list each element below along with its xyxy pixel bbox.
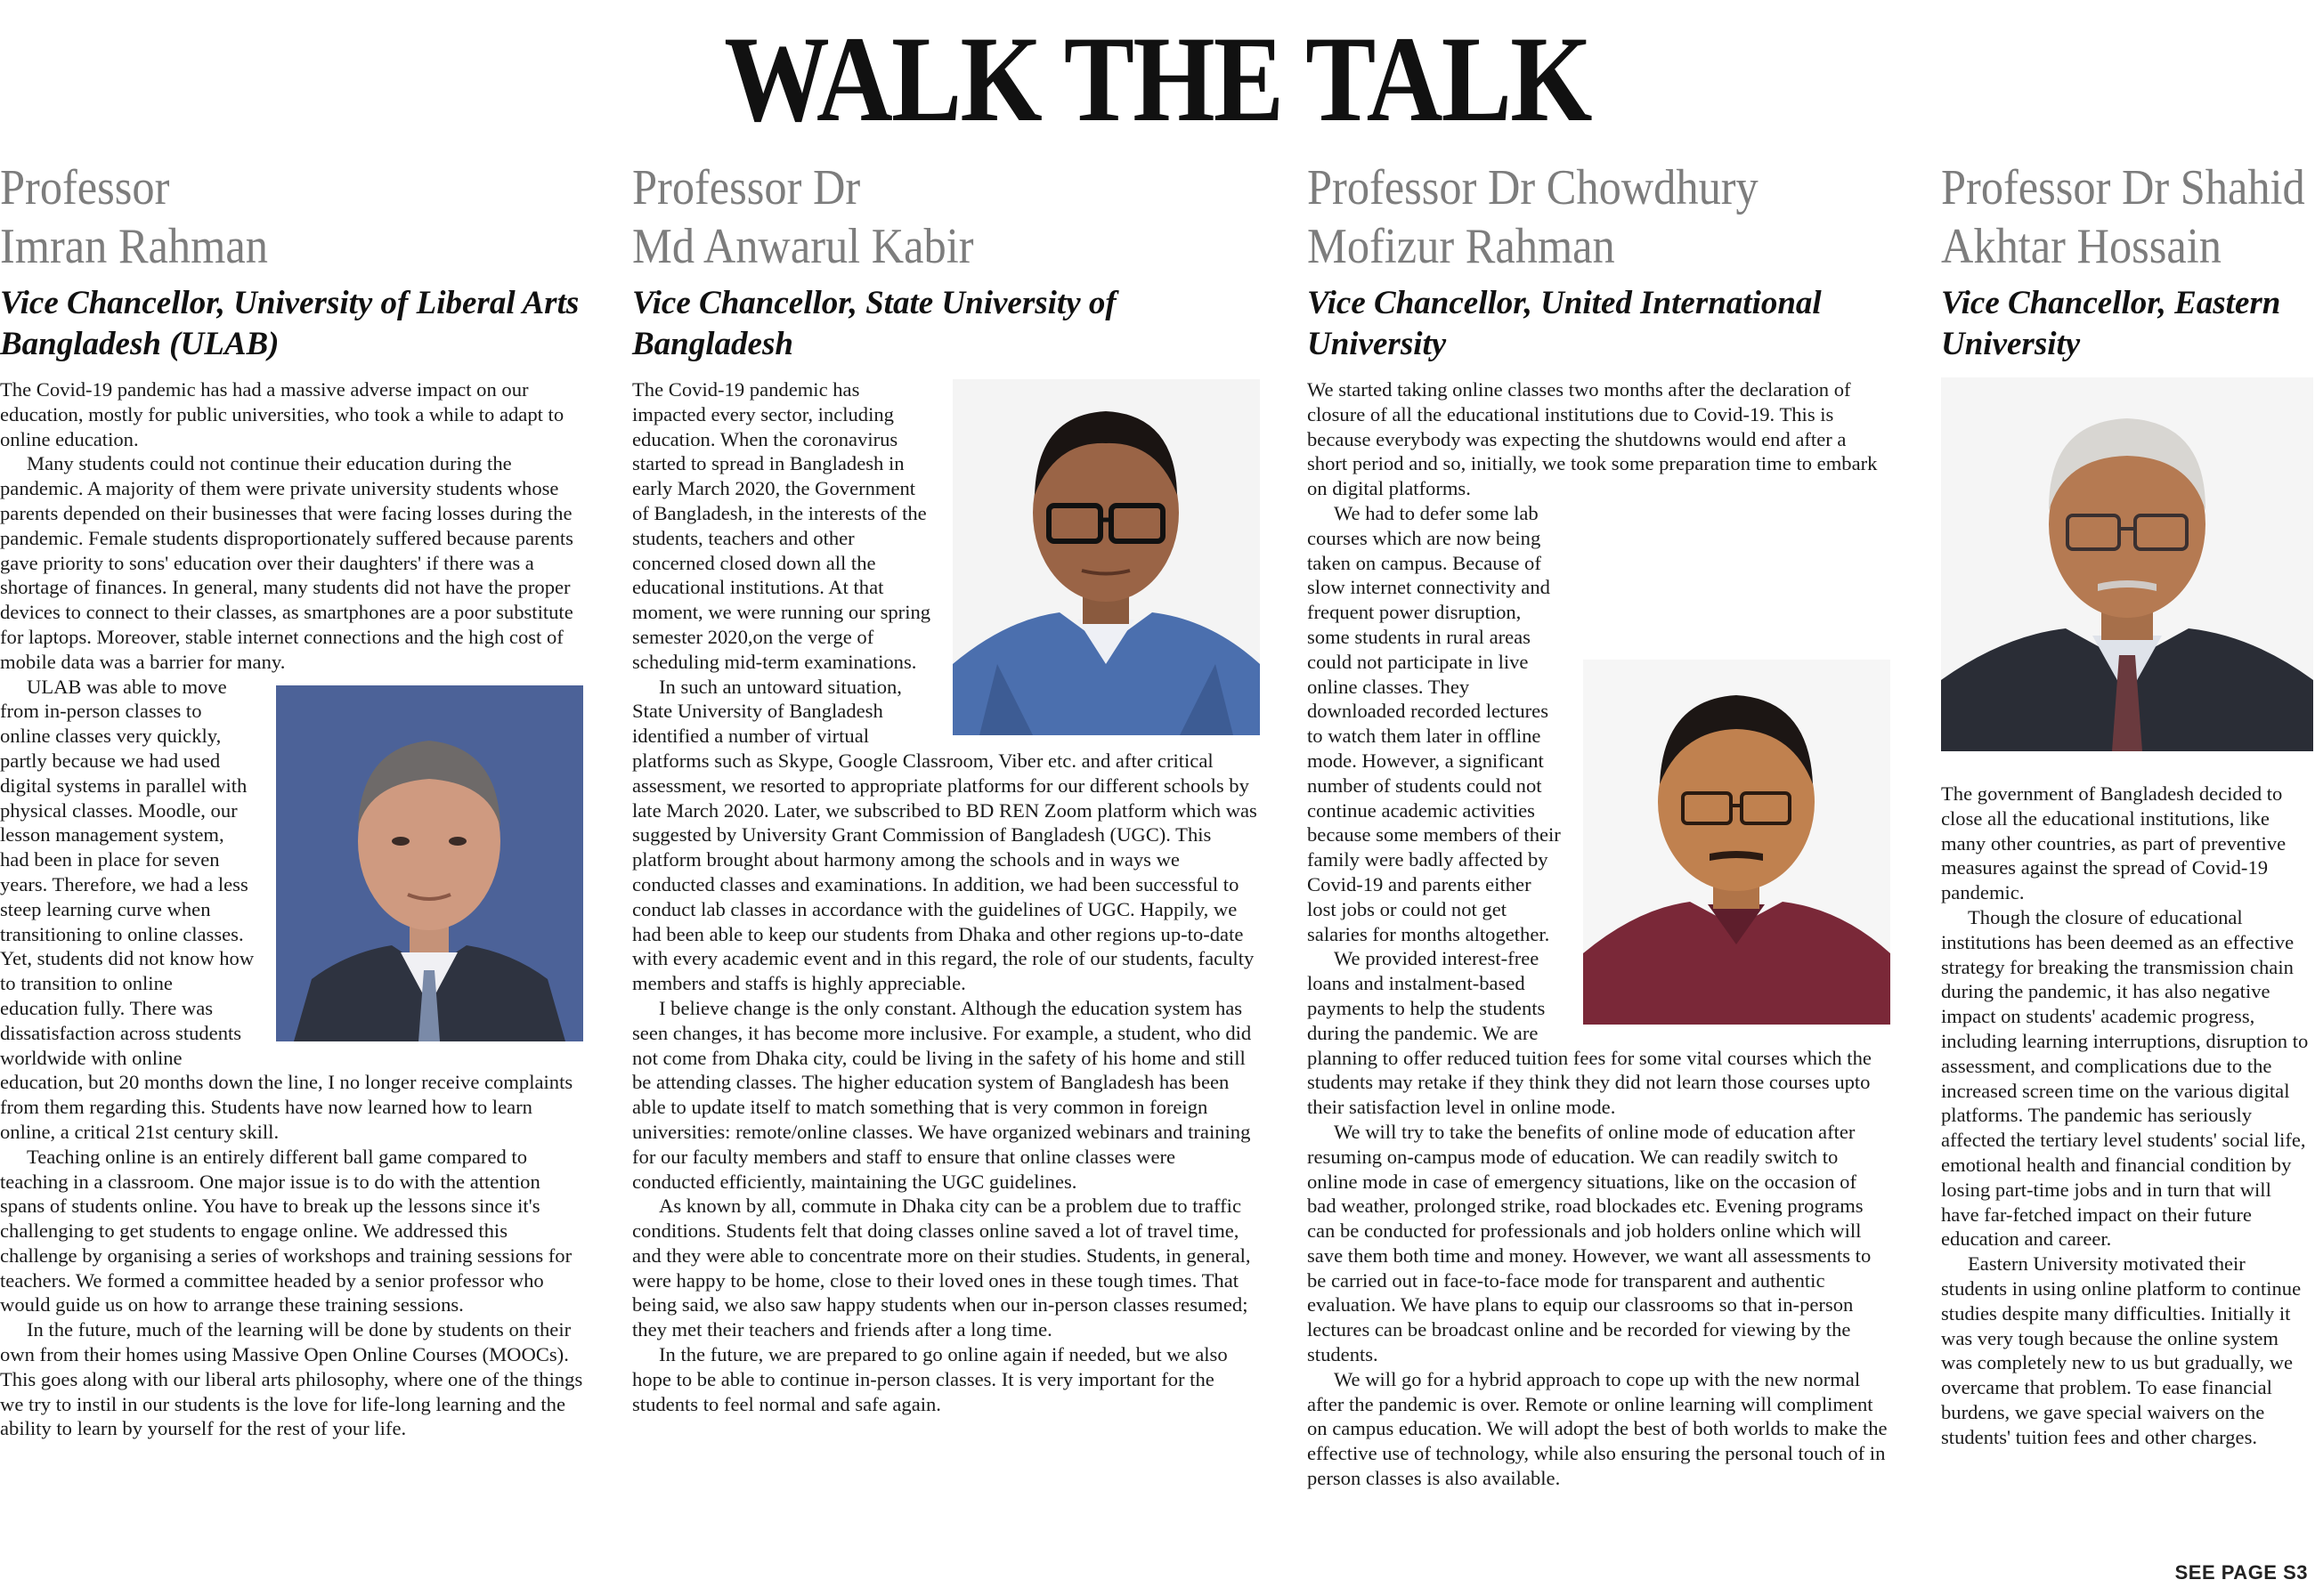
paragraph: In the future, much of the learning will be done by students on their own from their homes using Massive Open Online Courses (MOOCs). This goes along with our liberal arts philosophy, where one of the things we try to instil in our students is the love for life-long learning and the ability to learn by yourself for the rest of your life. bbox=[0, 1318, 583, 1440]
paragraph: We provided interest-free loans and instalment-based payments to help the students during the pandemic. We are planning to offer reduced tuition fees for some vital courses which the students may retake if they think they did not learn those courses upto their satisfaction level in online mode. bbox=[1307, 947, 1872, 1119]
profile-role: Vice Chancellor, United International University bbox=[1307, 285, 1822, 362]
profile-md-anwarul-kabir bbox=[632, 158, 1260, 1416]
profile-imran-rahman bbox=[0, 158, 583, 1441]
portrait-photo bbox=[1583, 660, 1890, 1025]
paragraph: In the future, we are prepared to go online again if needed, but we also hope to be able to continue in-person classes. It is very important for the students to feel normal and safe again. bbox=[632, 1343, 1228, 1415]
portrait-photo bbox=[276, 685, 583, 1041]
name-line-1: Professor Dr Shahid bbox=[1941, 160, 2305, 215]
profile-chowdhury-mofizur-rahman bbox=[1307, 158, 1890, 1491]
profile-name bbox=[632, 158, 1198, 276]
profile-role: Vice Chancellor, Eastern University bbox=[1941, 285, 2281, 362]
paragraph: Though the closure of educational institutions has been deemed as an effective strategy for breaking the transmission chain during the pandemic, it has also negative impact on students' academic progress, including learning interruptions, disruption to assessment, and complications due to the increased screen time on the various digital platforms. The pandemic has seriously affected the tertiary level students' social life, emotional health and financial condition by losing part-time jobs and in turn that will have far-fetched impact on their future education and career. bbox=[1941, 905, 2309, 1251]
paragraph: Eastern University motivated their students in using online platform to continue studies despite many difficulties. Initially it was very tough because the online system was completely new to us but gradually, we overcame that problem. To ease financial burdens, we gave special waivers on the students' tuition fees and other charges. bbox=[1941, 1252, 2302, 1448]
paragraph: Many students could not continue their education during the pandemic. A majority of them were private university students whose parents depended on their businesses that were facing losses during the pandemic. Female students disproportionately suffered because parents gave priority to sons' education over their daughters' if there was a shortage of finances. In general, many students did not have the proper devices to connect to their classes, as smartphones are a poor substitute for laptops. Moreover, stable internet connections and the high cost of mobile data was a barrier for many. bbox=[0, 452, 573, 673]
article-body bbox=[1307, 377, 1890, 1491]
name-line-1: Professor Dr bbox=[632, 160, 861, 215]
name-line-1: Professor bbox=[0, 160, 170, 215]
profile-name bbox=[1941, 158, 2305, 276]
article-body bbox=[0, 377, 583, 1441]
paragraph: As known by all, commute in Dhaka city can be a problem due to traffic conditions. Students felt that doing classes online saved a lot of travel time, and they were able to concentrate more on their studies. Students, in general, were happy to be home, close to their loved ones in these tough times. That being said, we also saw happy students when our in-person classes resumed; they met their teachers and friends after a long time. bbox=[632, 1195, 1251, 1341]
paragraph: We started taking online classes two months after the declaration of closure of all the educational institutions due to Covid-19. This is because everybody was expecting the shutdowns would end after a short period and so, initially, we took some preparation time to embark on digital platforms. bbox=[1307, 378, 1878, 500]
paragraph: ULAB was able to move from in-person classes to online classes very quickly, partly because we had used digital systems in parallel with physical classes. Moodle, our lesson management system, had been in place for seven years. Therefore, we had a less steep learning curve when transitioning to online classes. Yet, students did not know how to transition to online education fully. There was dissatisfaction across students worldwide with online education, but 20 months down the line, I no longer receive complaints from them regarding this. Students have now learned how to learn online, a critical 21st century skill. bbox=[0, 675, 573, 1143]
paragraph: The Covid-19 pandemic has impacted every sector, including education. When the coronavirus started to spread in Bangladesh in early March 2020, the Government of Bangladesh, in the interests of the students, teachers and other concerned closed down all the educational institutions. At that moment, we were running our spring semester 2020,on the verge of scheduling mid-term examinations. bbox=[632, 378, 931, 673]
paragraph: We will go for a hybrid approach to cope up with the new normal after the pandemic is over. Remote or online learning will compliment on campus education. We will adopt the best of both worlds to make the effective use of technology, while also ensuring the personal touch of in person classes is also available. bbox=[1307, 1367, 1888, 1490]
profile-role: Vice Chancellor, State University of Bangladesh bbox=[632, 285, 1117, 362]
paragraph: The Covid-19 pandemic has had a massive adverse impact on our education, mostly for public universities, who took a while to adapt to online education. bbox=[0, 378, 565, 450]
portrait-photo bbox=[953, 379, 1260, 735]
name-line-2: Imran Rahman bbox=[0, 219, 268, 274]
article-body bbox=[1941, 377, 2313, 1450]
paragraph: I believe change is the only constant. Although the education system has seen changes, it has become more inclusive. For example, a student, who did not come from Dhaka city, could be living in the safety of his home and still be attending classes. The higher education system of Bangladesh has been able to update itself to match something that is very common in foreign universities: remote/online classes. We have organized webinars and training for our faculty members and staff to ensure that online classes were conducted efficiently, maintaining the UGC guidelines. bbox=[632, 996, 1252, 1193]
portrait-photo bbox=[1941, 377, 2313, 751]
paragraph: We will try to take the benefits of online mode of education after resuming on-campus mode of education. We can readily switch to online mode in case of emergency situations, like on the occasion of bad weather, prolonged strike, road blockades etc. Evening programs can be conducted for professionals and job holders online which will save them both time and money. However, we want all assessments to be carried out in face-to-face mode for transparent and authentic evaluation. We have plans to equip our classrooms so that in-person lectures can be broadcast online and be recorded for viewing by the students. bbox=[1307, 1120, 1872, 1366]
name-line-2: Mofizur Rahman bbox=[1307, 219, 1615, 274]
name-line-2: Md Anwarul Kabir bbox=[632, 219, 974, 274]
paragraph: The government of Bangladesh decided to close all the educational institutions, like many other countries, as part of preventive measures against the spread of Covid-19 pandemic. bbox=[1941, 782, 2287, 904]
profile-name bbox=[0, 158, 525, 276]
profile-role: Vice Chancellor, University of Liberal Arts Bangladesh (ULAB) bbox=[0, 285, 580, 362]
name-line-1: Professor Dr Chowdhury bbox=[1307, 160, 1759, 215]
paragraph: In such an untoward situation, State University of Bangladesh identified a number of virtual platforms such as Skype, Google Classroom, Viber etc. and after critical assessment, we resorted to appropriate platforms for our different schools by late March 2020. Later, we subscribed to BD REN Zoom platform which was suggested by University Grant Commission of Bangladesh (UGC). This platform brought about harmony among the schools and in ways we conducted classes and examinations. In addition, we had been successful to conduct lab classes in accordance with the guidelines of UGC. Happily, we had been able to keep our students from Dhaka and other regions up-to-date with every academic event and in this regard, the role of our students, faculty members and staffs is highly appreciable. bbox=[632, 675, 1257, 995]
profile-shahid-akhtar-hossain bbox=[1941, 158, 2313, 1450]
paragraph: We had to defer some lab courses which are now being taken on campus. Because of slow internet connectivity and frequent power disruption, some students in rural areas could not participate in live online classes. They downloaded recorded lectures to watch them later in offline mode. However, a significant number of students could not continue academic activities because some members of their family were badly affected by Covid-19 and parents either lost jobs or could not get salaries for months altogether. bbox=[1307, 501, 1561, 945]
profile-name bbox=[1307, 158, 1832, 276]
see-page-link[interactable]: SEE PAGE S3 bbox=[2174, 1561, 2308, 1584]
article-body bbox=[632, 377, 1260, 1416]
headline: WALK THE TALK bbox=[724, 11, 1591, 147]
name-line-2: Akhtar Hossain bbox=[1941, 219, 2222, 274]
paragraph: Teaching online is an entirely different ball game compared to teaching in a classroom. One major issue is to do with the attention spans of students online. You have to break up the lessons since it's challenging to get students to engage online. We addressed this challenge by organising a series of workshops and training sessions for teachers. We formed a committee headed by a senior professor who would guide us on how to arrange these training sessions. bbox=[0, 1145, 573, 1316]
